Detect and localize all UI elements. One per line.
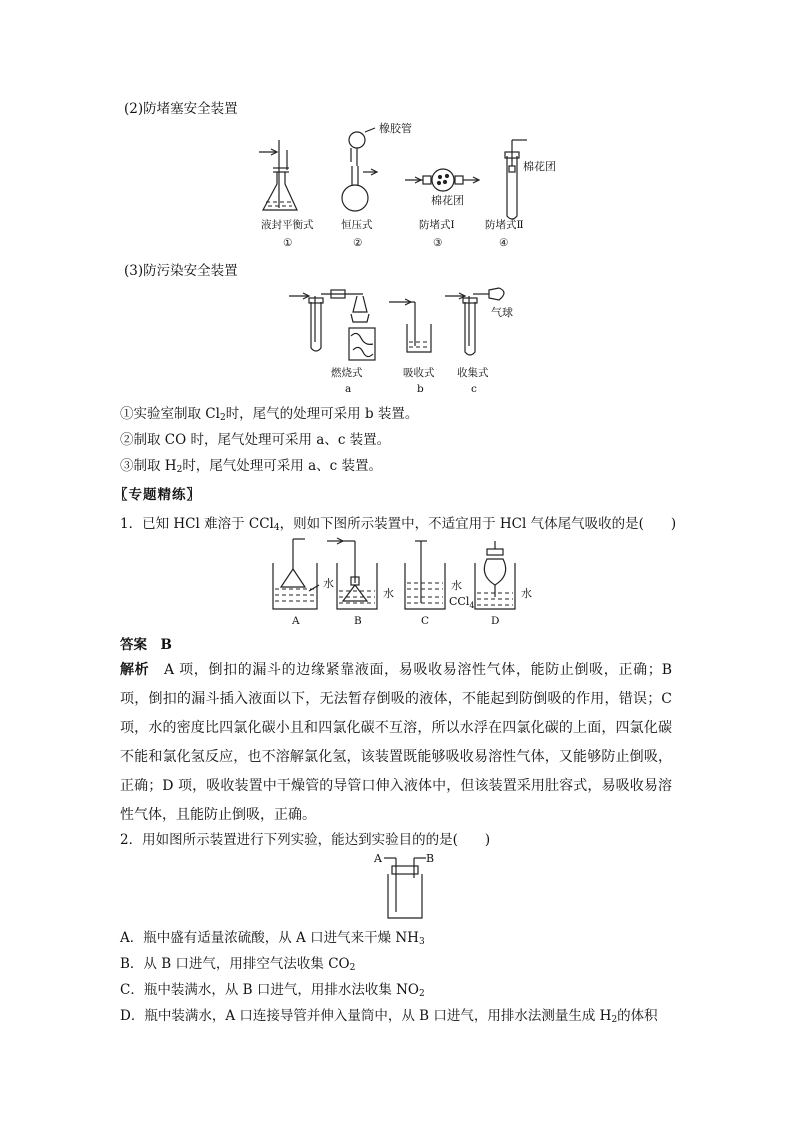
q1-apparatus-a — [273, 539, 319, 609]
number-1: ① — [283, 237, 293, 249]
apparatus-anti-blockage-1 — [405, 169, 479, 191]
apparatus-constant-pressure — [342, 128, 377, 211]
apparatus-combustion — [289, 290, 375, 360]
section-3-heading: (3)防污染安全装置 — [124, 263, 238, 279]
q1-stem: 1．已知 HCl 难溶于 CCl$_4$，则如下图所示装置中，不适宜用于 HCl 气体尾气吸收的是( ) — [120, 516, 677, 533]
q1-letter-d: D — [491, 615, 500, 627]
anti-blockage-figure — [255, 122, 575, 252]
q1-label-water-d: 水 — [521, 587, 532, 600]
q1-label-water-c: 水 — [451, 579, 462, 592]
anti-pollution-figure — [285, 284, 525, 396]
note-1: ①实验室制取 $Cl_2$时，尾气的处理可采用 b 装置。 — [120, 406, 419, 423]
section-2-heading: (2)防堵塞安全装置 — [124, 101, 238, 117]
number-4: ④ — [499, 237, 509, 249]
q1-analysis-text: A 项，倒扣的漏斗的边缘紧靠液面，易吸收易溶性气体，能防止倒吸，正确；B 项，倒扣的漏斗插入液面以下，无法暂存倒吸的液体，不能起到防倒吸的作用，错误；C 项，水的密度比四氯化碳小且和四氯化碳不互溶，所以水浮在四氯化碳的上面，四氯化碳不能和氯化氢反应，也不溶解氯化氢，该装置既能够吸收易溶性气体，又能够防止倒吸，正确；D 项，吸收装置中干燥管的导管口伸入液体中，但该装置采用肚容式，易吸收易溶性气体，且能防止倒吸，正确。 — [120, 662, 673, 823]
q2-figure — [370, 852, 440, 922]
letter-b: b — [417, 383, 424, 395]
caption-4: 防堵式Ⅱ — [485, 219, 524, 231]
q2-label-a: A — [374, 852, 382, 865]
caption-b: 吸收式 — [403, 367, 435, 379]
practice-title: 〖专题精练〗 — [114, 487, 201, 503]
q1-letter-c: C — [421, 615, 430, 627]
note-2: ②制取 CO 时，尾气处理可采用 a、c 装置。 — [120, 432, 391, 448]
letter-c: c — [471, 383, 477, 395]
caption-a: 燃烧式 — [331, 367, 363, 379]
q2-label-b: B — [426, 852, 435, 865]
label-cotton-ball-2: 棉花团 — [523, 160, 556, 173]
q1-label-water-a: 水 — [323, 577, 334, 590]
label-cotton-ball-1: 棉花团 — [431, 194, 464, 207]
apparatus-anti-blockage-2 — [505, 140, 527, 219]
caption-3: 防堵式Ⅰ — [419, 219, 455, 231]
q2-stem: 2．用如图所示装置进行下列实验，能达到实验目的的是( ) — [120, 832, 491, 848]
number-2: ② — [353, 237, 363, 249]
q1-letter-b: B — [354, 615, 362, 627]
caption-c: 收集式 — [457, 367, 489, 379]
q1-apparatus-c — [405, 541, 445, 609]
q2-gas-bottle — [384, 858, 426, 918]
apparatus-collection — [445, 288, 504, 355]
q2-option-b: B．从 B 口进气，用排空气法收集 $CO_2$ — [120, 956, 356, 973]
q2-option-a: A．瓶中盛有适量浓硫酸，从 A 口进气来干燥 $NH_3$ — [120, 930, 425, 947]
label-rubber-tube: 橡胶管 — [379, 122, 412, 135]
q1-analysis-label: 解析 — [120, 662, 150, 678]
letter-a: a — [345, 383, 352, 395]
q1-label-water-b: 水 — [383, 587, 394, 600]
q1-letter-a: A — [292, 615, 300, 627]
q2-option-c: C．瓶中装满水，从 B 口进气，用排水法收集 $NO_2$ — [120, 982, 425, 999]
caption-2: 恒压式 — [341, 219, 373, 231]
q1-apparatus-d — [475, 541, 515, 609]
apparatus-absorption — [389, 299, 431, 352]
q1-figure — [265, 535, 555, 627]
caption-1: 液封平衡式 — [261, 219, 314, 231]
note-3: ③制取 $H_2$时，尾气处理可采用 a、c 装置。 — [120, 458, 383, 475]
q1-label-ccl4: CCl$_4$ — [449, 595, 475, 610]
q1-apparatus-b — [327, 538, 377, 609]
q1-answer: 答案 B — [120, 637, 172, 653]
apparatus-liquid-seal — [259, 140, 297, 210]
q2-option-d: D．瓶中装满水，A 口连接导管并伸入量筒中，从 B 口进气，用排水法测量生成 $H_2$的体积 — [120, 1008, 658, 1025]
label-balloon: 气球 — [491, 306, 513, 319]
number-3: ③ — [433, 237, 443, 249]
q1-analysis — [120, 656, 672, 830]
